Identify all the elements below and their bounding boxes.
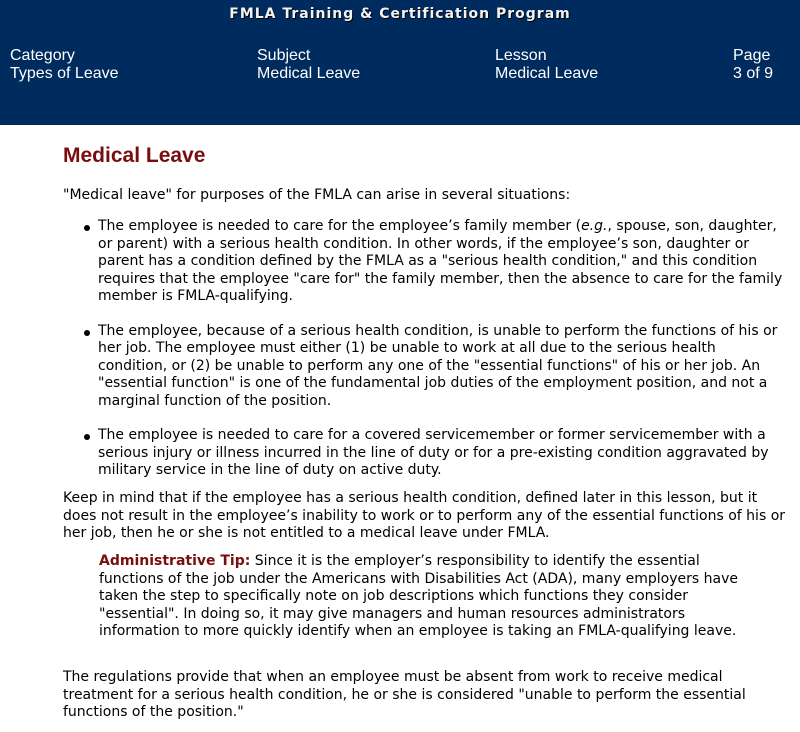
list-item-family-care (63, 218, 789, 306)
program-title: FMLA Training & Certification Program (229, 6, 571, 22)
list-item-text: The employee, because of a serious health condition, is unable to perform the functions of his or her job. The employee must either (1) be unable to work at all due to the serious health condition, or (2) be unable to perform any one of the "essential functions" of his or her job. An "essential function" is one of the fundamental job duties of the employment position, and not a marginal function of the position. (98, 322, 778, 409)
header-banner (0, 0, 800, 125)
list-item-text: The employee is needed to care for a covered servicemember or former servicemember with a serious injury or illness incurred in the line of duty or for a pre-existing condition aggravated by military service in the line of duty on active duty. (98, 427, 769, 478)
subject-value: Medical Leave (257, 65, 361, 82)
situations-list (63, 218, 789, 497)
regulations-paragraph: The regulations provide that when an employee must be absent from work to receive medical treatment for a serious health condition, he or she is considered "unable to perform the essential functions of the position." (63, 669, 746, 720)
list-item-text: The employee is needed to care for the employee’s family member ( (98, 218, 582, 234)
keep-in-mind-paragraph: Keep in mind that if the employee has a serious health condition, defined later in this lesson, but it does not result in the employee’s inability to work or to perform any of the essential functions of his or her job, then he or she is not entitled to a medical leave under FMLA. (63, 490, 786, 541)
list-item-text: , spouse, son, daughter, or parent) with a serious health condition. In other words, if the employee’s son, daughter or parent has a condition defined by the FMLA as a "serious health condition," and this condition requires that the employee "care for" the family member, then the absence to care for the family member is FMLA-qualifying. (98, 218, 783, 304)
category-info (10, 47, 119, 83)
lesson-value: Medical Leave (495, 65, 599, 82)
lesson-info (495, 47, 598, 83)
list-item-italic-text: e.g. (581, 218, 608, 234)
page-info (733, 47, 773, 83)
list-item-own-condition (63, 323, 789, 411)
intro-paragraph: "Medical leave" for purposes of the FMLA can arise in several situations: (63, 187, 571, 203)
lesson-label: Lesson (495, 47, 547, 64)
page-title: Medical Leave (63, 144, 206, 167)
list-item-servicemember (63, 427, 789, 480)
category-label: Category (10, 47, 75, 64)
tip-text: Since it is the employer’s responsibility to identify the essential functions of the job under the Americans with Disabilities Act (ADA), many employers have taken the step to specifically note on job descriptions which functions they consider "essential". In doing so, it may give managers and human resources administrators information to more quickly identify when an employee is taking an FMLA-qualifying leave. (99, 553, 738, 639)
page-value: 3 of 9 (733, 65, 774, 82)
administrative-tip (99, 553, 749, 641)
category-value: Types of Leave (10, 65, 119, 82)
page-label: Page (733, 47, 771, 64)
subject-info (257, 47, 360, 83)
tip-label: Administrative Tip: (99, 553, 251, 569)
subject-label: Subject (257, 47, 311, 64)
